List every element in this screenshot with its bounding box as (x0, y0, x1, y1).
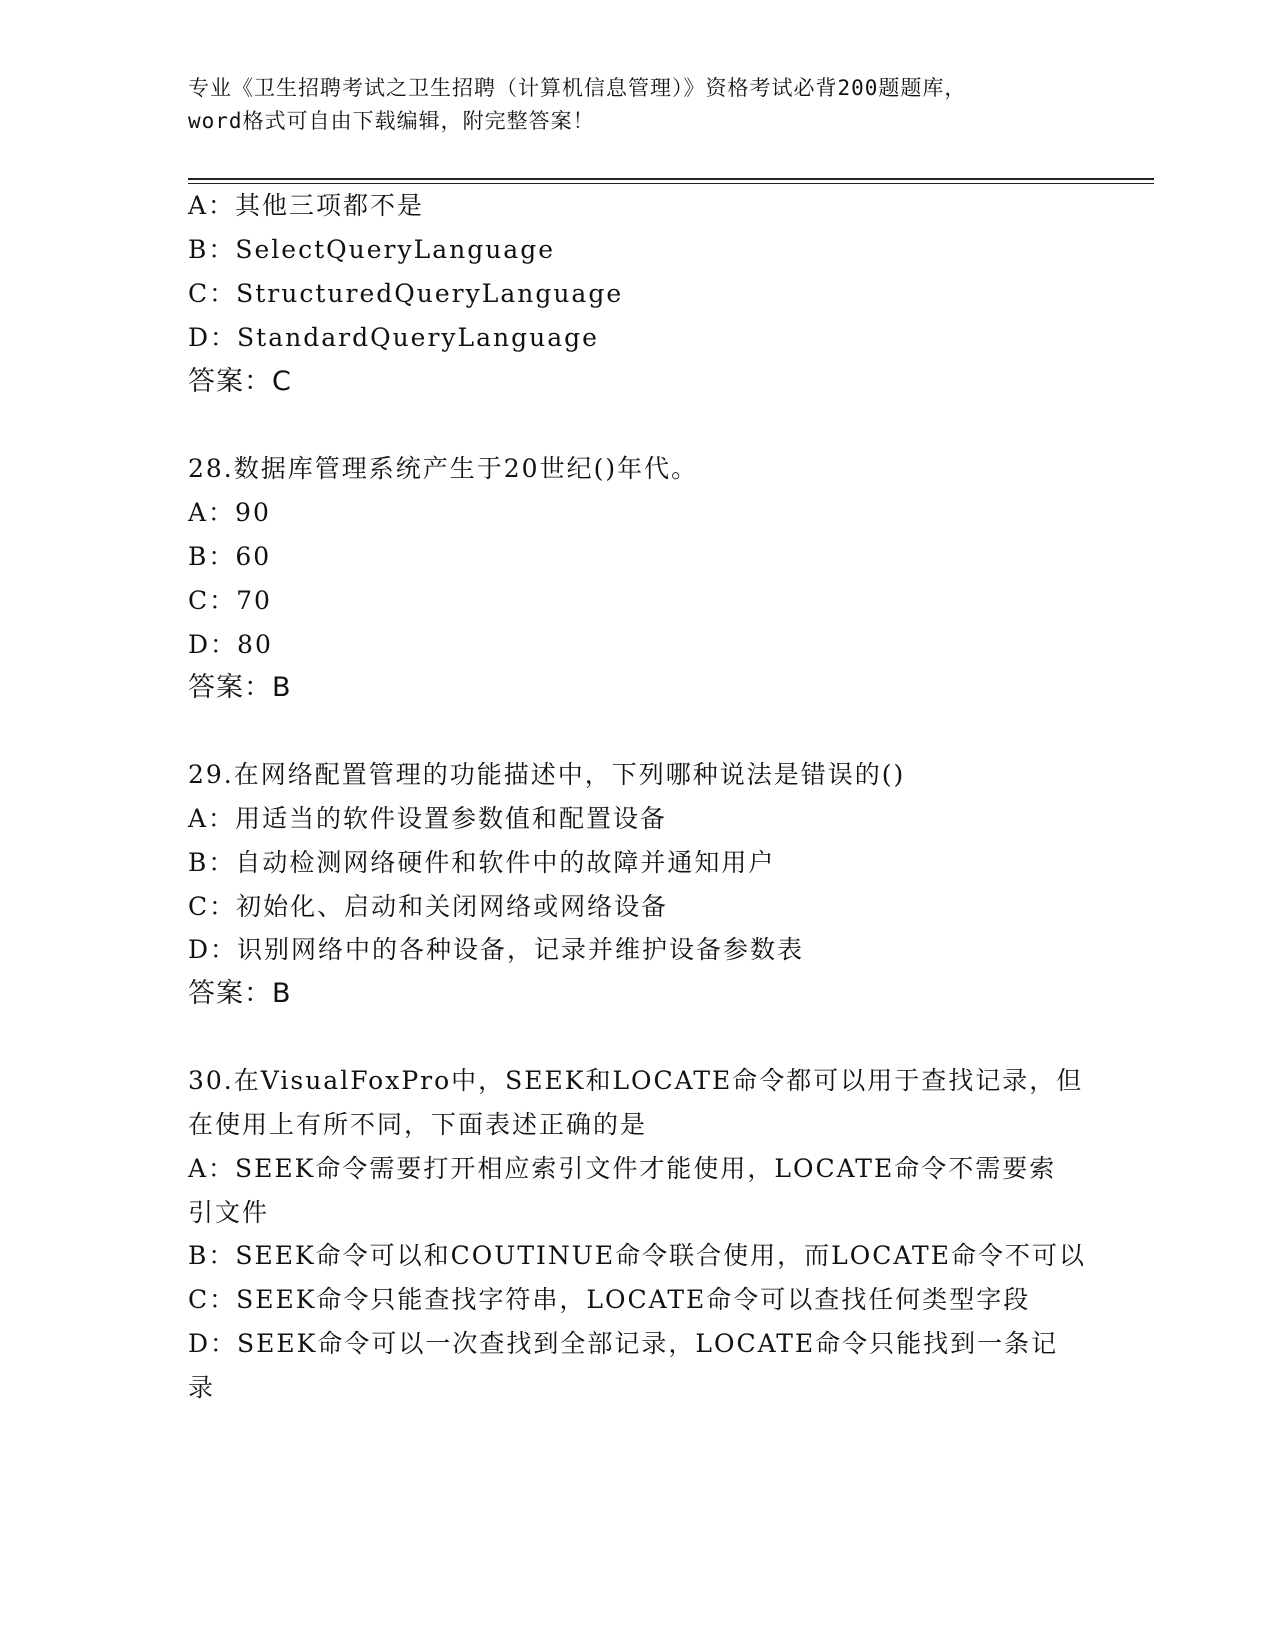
q28-option-c: C：70 (188, 586, 272, 615)
document-header (188, 72, 1088, 138)
q29-question: 29.在网络配置管理的功能描述中，下列哪种说法是错误的() (188, 760, 906, 789)
q30-option-b: B：SEEK命令可以和COUTINUE命令联合使用，而LOCATE命令不可以 (188, 1241, 1086, 1270)
q27-answer: 答案：C (188, 366, 292, 397)
q27-option-a: A：其他三项都不是 (188, 191, 425, 220)
q30-question-line2: 在使用上有所不同，下面表述正确的是 (188, 1110, 648, 1139)
q27-option-b: B：SelectQueryLanguage (188, 235, 556, 264)
q30-option-c: C：SEEK命令只能查找字符串，LOCATE命令可以查找任何类型字段 (188, 1285, 1031, 1314)
q30-question-line1: 30.在VisualFoxPro中，SEEK和LOCATE命令都可以用于查找记录，但 (188, 1066, 1084, 1095)
header-subtitle-line: word格式可自由下载编辑，附完整答案！ (188, 109, 595, 133)
q29-option-c: C：初始化、启动和关闭网络或网络设备 (188, 892, 669, 921)
header-divider (188, 178, 1154, 184)
q27-option-d: D：StandardQueryLanguage (188, 323, 599, 352)
q29-option-b: B：自动检测网络硬件和软件中的故障并通知用户 (188, 848, 776, 877)
q30-option-d-line2: 录 (188, 1373, 216, 1402)
q28-question: 28.数据库管理系统产生于20世纪()年代。 (188, 454, 699, 483)
q27-option-c: C：StructuredQueryLanguage (188, 279, 624, 308)
header-title-line: 专业《卫生招聘考试之卫生招聘（计算机信息管理）》资格考试必背200题题库， (188, 76, 967, 100)
q28-option-a: A：90 (188, 498, 271, 527)
q28-answer: 答案：B (188, 672, 292, 703)
q30-option-d-line1: D：SEEK命令可以一次查找到全部记录，LOCATE命令只能找到一条记 (188, 1329, 1059, 1358)
q29-option-d: D：识别网络中的各种设备，记录并维护设备参数表 (188, 935, 805, 964)
q30-option-a-line1: A：SEEK命令需要打开相应索引文件才能使用，LOCATE命令不需要索 (188, 1154, 1057, 1183)
q28-option-b: B：60 (188, 542, 272, 571)
q28-option-d: D：80 (188, 630, 273, 659)
q29-answer: 答案：B (188, 978, 292, 1009)
q29-option-a: A：用适当的软件设置参数值和配置设备 (188, 804, 668, 833)
q30-option-a-line2: 引文件 (188, 1198, 270, 1227)
